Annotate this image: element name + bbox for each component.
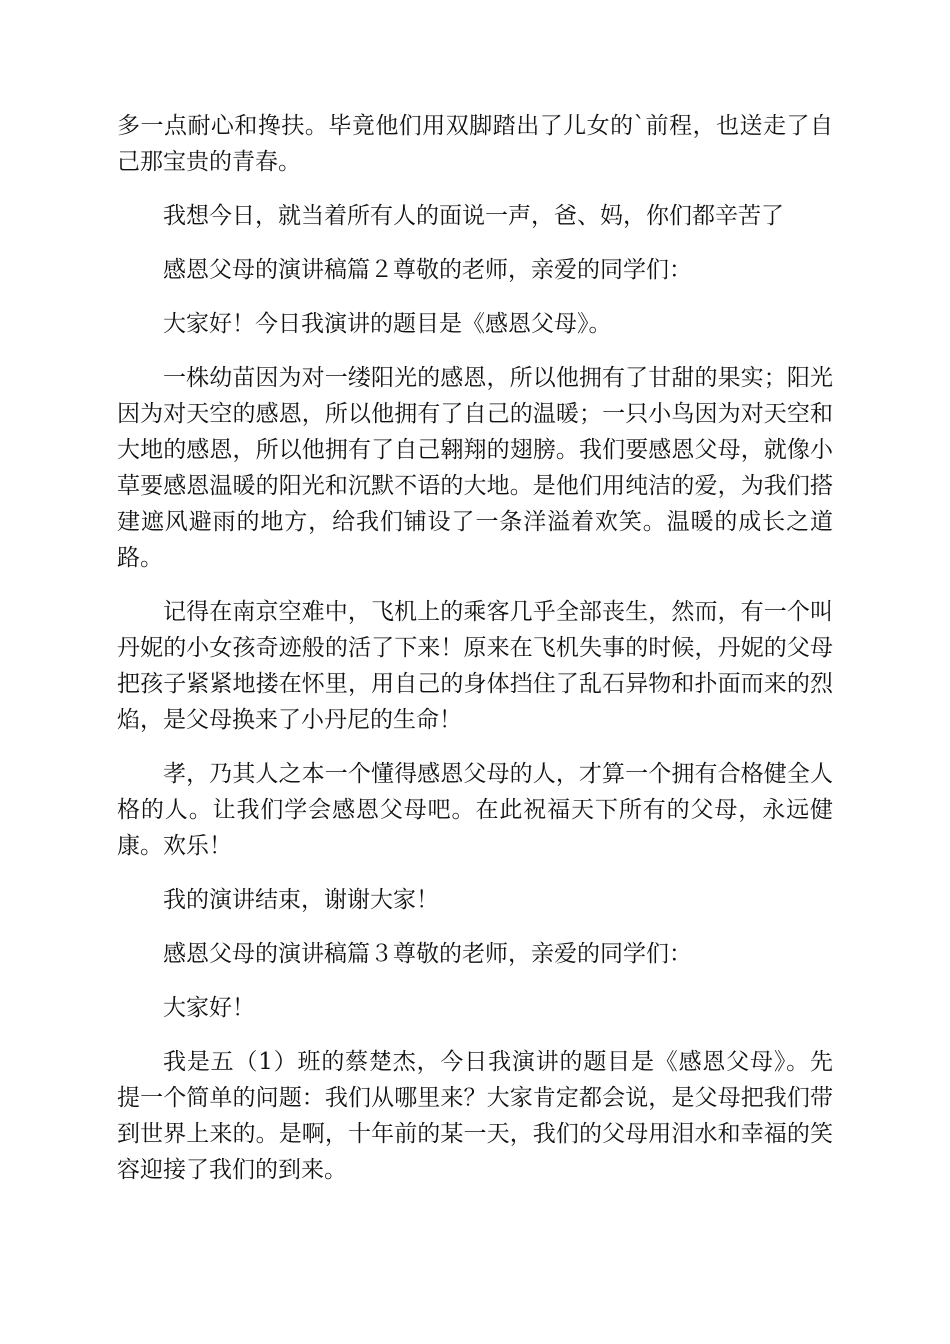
paragraph-thanks-parents: 我想今日，就当着所有人的面说一声，爸、妈，你们都辛苦了 — [163, 203, 784, 229]
paragraph-seedling: 一株幼苗因为对一缕阳光的感恩，所以他拥有了甘甜的果实；阳光因为对天空的感恩，所以他拥有了自己的温暖；一只小鸟因为对天空和大地的感恩，所以他拥有了自己翱翔的翅膀。我们要感恩父母，就像小草要感恩温暖的阳光和沉默不语的大地。是他们用纯洁的爱，为我们搭建遮风避雨的地方，给我们铺设了一条洋溢着欢笑。温暖的成长之道路。 — [117, 365, 833, 571]
paragraph-plane-crash: 记得在南京空难中，飞机上的乘客几乎全部丧生，然而，有一个叫丹妮的小女孩奇迹般的活了下来！原来在飞机失事的时候，丹妮的父母把孩子紧紧地搂在怀里，用自己的身体挡住了乱石异物和扑面而来的烈焰，是父母换来了小丹尼的生命！ — [117, 599, 833, 733]
paragraph-greeting-2: 大家好！今日我演讲的题目是《感恩父母》。 — [163, 311, 612, 337]
heading-speech-3: 感恩父母的演讲稿篇３尊敬的老师，亲爱的同学们： — [163, 941, 692, 967]
paragraph-closing: 我的演讲结束，谢谢大家！ — [163, 887, 439, 913]
paragraph-introduction: 我是五（1）班的蔡楚杰，今日我演讲的题目是《感恩父母》。先提一个简单的问题：我们从哪里来？大家肯定都会说，是父母把我们带到世界上来的。是啊，十年前的某一天，我们的父母用泪水和幸福的笑容迎接了我们的到来。 — [117, 1049, 833, 1183]
paragraph-greeting-3: 大家好！ — [163, 995, 255, 1021]
paragraph-continuation: 多一点耐心和搀扶。毕竟他们用双脚踏出了儿女的`前程，也送走了自己那宝贵的青春。 — [117, 113, 833, 175]
paragraph-filial-piety: 孝，乃其人之本一个懂得感恩父母的人，才算一个拥有合格健全人格的人。让我们学会感恩父母吧。在此祝福天下所有的父母，永远健康。欢乐！ — [117, 761, 833, 859]
document-body — [117, 108, 833, 1206]
heading-speech-2: 感恩父母的演讲稿篇２尊敬的老师，亲爱的同学们： — [163, 257, 692, 283]
